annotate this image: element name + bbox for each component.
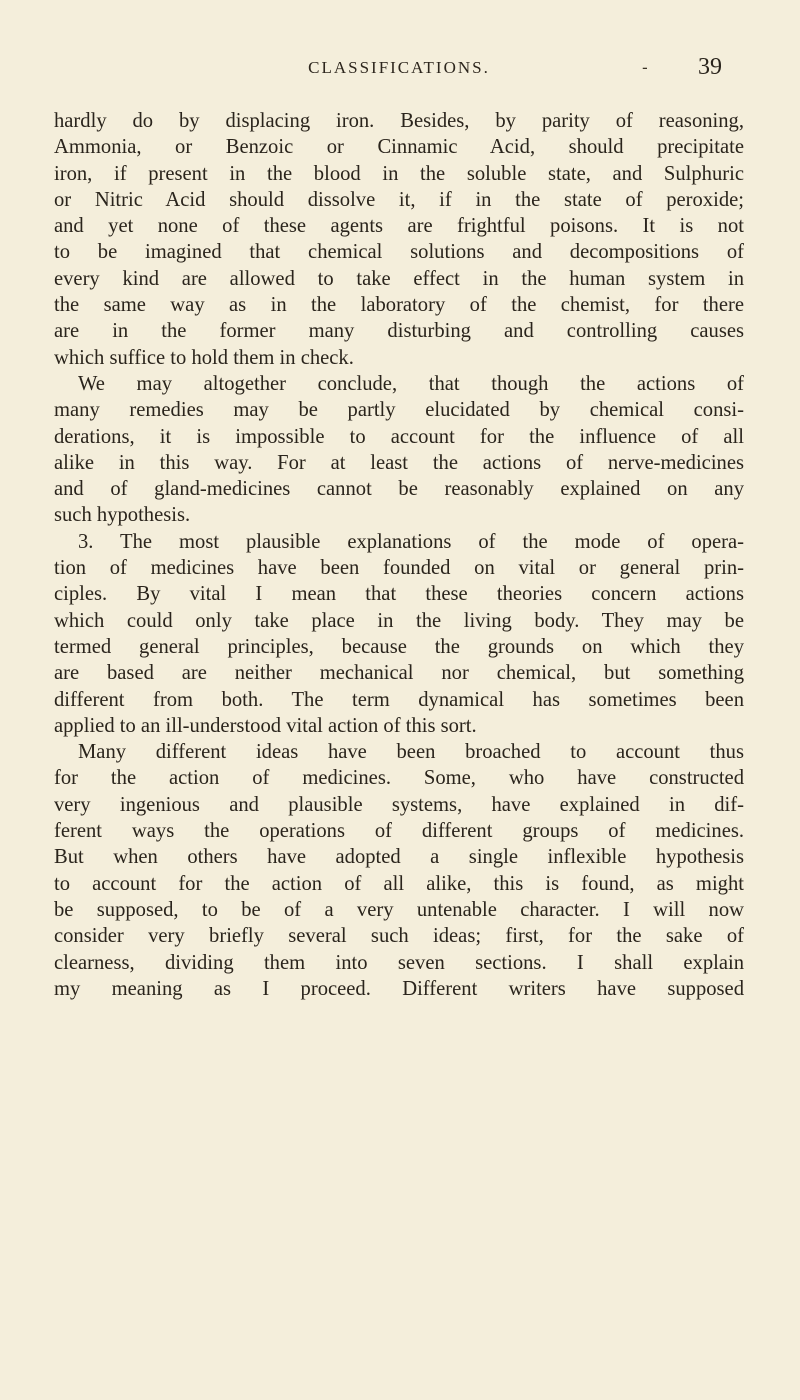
text-line: which could only take place in the living body. They may be: [54, 609, 744, 632]
text-line: hardly do by displacing iron. Besides, by parity of reasoning,: [54, 110, 744, 132]
text-line: But when others have adopted a single inflexible hypothesis: [54, 846, 744, 869]
text-line: derations, it is impossible to account for the influence of all: [54, 425, 744, 448]
running-title: CLASSIFICATIONS.: [308, 58, 490, 77]
text-line: and yet none of these agents are frightful poisons. It is not: [54, 215, 744, 238]
text-line: which suffice to hold them in check.: [54, 346, 354, 369]
text-line: Ammonia, or Benzoic or Cinnamic Acid, should precipitate: [54, 136, 744, 159]
text-line: my meaning as I proceed. Different writers have supposed: [54, 977, 744, 1000]
running-head: [54, 54, 744, 88]
text-line: the same way as in the laboratory of the chemist, for there: [54, 294, 744, 317]
text-line: applied to an ill-understood vital action of this sort.: [54, 714, 477, 737]
text-line: for the action of medicines. Some, who have constructed: [54, 767, 744, 790]
text-line: or Nitric Acid should dissolve it, if in the state of peroxide;: [54, 188, 744, 211]
text-line: Many different ideas have been broached to account thus: [78, 741, 744, 764]
text-line: We may altogether conclude, that though the actions of: [78, 372, 744, 395]
text-line: iron, if present in the blood in the soluble state, and Sulphuric: [54, 162, 744, 185]
text-line: consider very briefly several such ideas; first, for the sake of: [54, 925, 744, 948]
body-text: [54, 108, 744, 1002]
running-dash: -: [642, 58, 648, 78]
text-line: and of gland-medicines cannot be reasonably explained on any: [54, 478, 744, 501]
text-line: are in the former many disturbing and controlling causes: [54, 320, 744, 343]
text-line: termed general principles, because the grounds on which they: [54, 635, 744, 658]
text-line: are based are neither mechanical nor chemical, but something: [54, 662, 744, 685]
text-line: such hypothesis.: [54, 504, 191, 527]
text-line: every kind are allowed to take effect in the human system in: [54, 267, 744, 290]
text-line: to account for the action of all alike, this is found, as might: [54, 872, 744, 895]
text-line: to be imagined that chemical solutions and decompositions of: [54, 241, 744, 264]
text-line: 3. The most plausible explanations of the mode of opera-: [78, 530, 744, 553]
text-line: ciples. By vital I mean that these theories concern actions: [54, 583, 744, 606]
text-line: ferent ways the operations of different groups of medicines.: [54, 820, 744, 843]
text-line: tion of medicines have been founded on vital or general prin-: [54, 557, 744, 580]
text-line: very ingenious and plausible systems, have explained in dif-: [54, 793, 744, 816]
text-line: clearness, dividing them into seven sections. I shall explain: [54, 951, 744, 974]
text-line: many remedies may be partly elucidated by chemical consi-: [54, 399, 744, 422]
page-number: 39: [698, 54, 722, 80]
text-line: be supposed, to be of a very untenable character. I will now: [54, 898, 744, 921]
text-line: different from both. The term dynamical has sometimes been: [54, 688, 744, 711]
text-line: alike in this way. For at least the actions of nerve-medicines: [54, 451, 744, 474]
